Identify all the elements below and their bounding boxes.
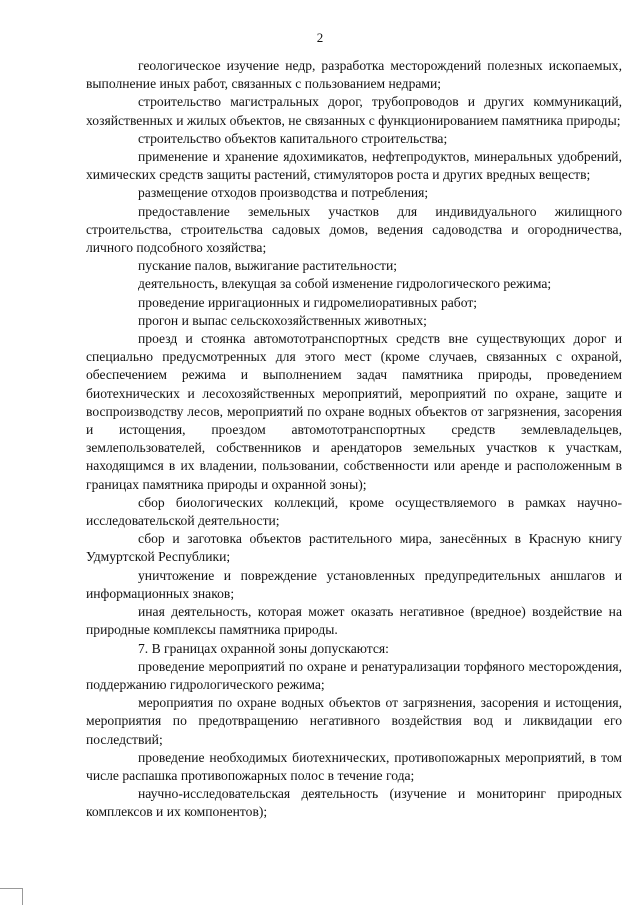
document-paragraph: 7. В границах охранной зоны допускаются: [138,640,389,656]
document-paragraph: уничтожение и повреждение установленных предупредительных аншлагов и информационных знаков; [86,567,622,601]
document-paragraph: предоставление земельных участков для индивидуального жилищного строительства, строительства садовых домов, ведения садоводства и огородничества, личного подсобного хозяйства; [86,203,622,256]
document-paragraph: сбор биологических коллекций, кроме осуществляемого в рамках научно-исследовательской деятельности; [86,494,622,529]
document-paragraph: применение и хранение ядохимикатов, нефтепродуктов, минеральных удобрений, химических средств защиты растений, стимуляторов роста и других вредных веществ; [86,149,622,183]
document-paragraph: проведение мероприятий по охране и ренатурализации торфяного месторождения, поддержанию гидрологического режима; [86,658,622,692]
document-paragraph: пускание палов, выжигание растительности; [138,258,398,274]
document-paragraph: прогон и выпас сельскохозяйственных животных; [138,312,427,328]
document-paragraph: проведение ирригационных и гидромелиоративных работ; [138,294,478,310]
document-body [86,57,622,822]
document-paragraph: строительство объектов капитального строительства; [138,130,448,146]
document-paragraph: проведение необходимых биотехнических, противопожарных мероприятий, в том числе распашка противопожарных полос в течение года; [86,749,622,783]
document-paragraph: иная деятельность, которая может оказать негативное (вредное) воздействие на природные комплексы памятника природы. [86,604,622,638]
document-paragraph: мероприятия по охране водных объектов от загрязнения, засорения и истощения, мероприятия по предотвращению негативного воздействия вод и ликвидации его последствий; [86,695,622,747]
document-paragraph: строительство магистральных дорог, трубопроводов и других коммуникаций, хозяйственных и жилых объектов, не связанных с функционированием памятника природы; [86,94,622,128]
document-paragraph: геологическое изучение недр, разработка месторождений полезных ископаемых, выполнение иных работ, связанных с пользованием недрами; [86,58,622,92]
document-paragraph: сбор и заготовка объектов растительного мира, занесённых в Красную книгу Удмуртской Республики; [86,531,622,565]
page-corner-mark [0,888,23,905]
document-paragraph: проезд и стоянка автомототранспортных средств вне существующих дорог и специально предусмотренных для этого мест (кроме случаев, связанных с охраной, обеспечением режима и выполнением задач памятника природы, проведением биотехнических и лесохозяйственных мероприятий, мероприятий по охране, защите и воспроизводству лесов, мероприятий по охране водных объектов от загрязнения, засорения и истощения, проездом автомототранспортных средств землевладельцев, землепользователей, собственников и арендаторов земельных участков к участкам, находящимся в их владении, пользовании, собственности или аренде и расположенным в границах памятника природы и охранной зоны); [86,331,622,492]
document-paragraph: размещение отходов производства и потребления; [138,185,429,201]
document-paragraph: деятельность, влекущая за собой изменение гидрологического режима; [138,276,552,292]
page-number: 2 [316,30,324,45]
document-paragraph: научно-исследовательская деятельность (изучение и мониторинг природных комплексов и их компонентов); [86,786,622,820]
